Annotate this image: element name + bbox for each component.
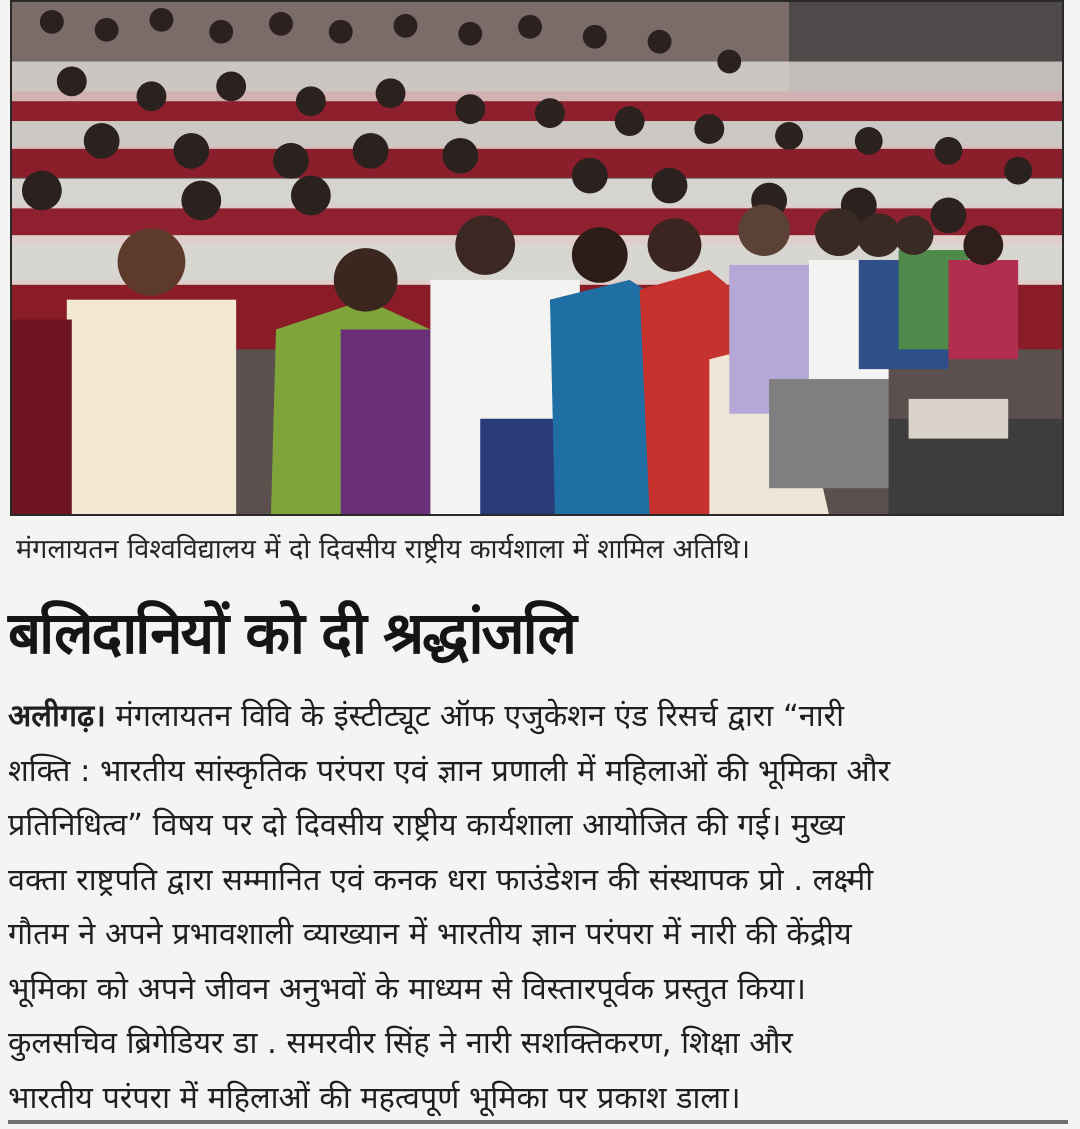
news-photo-auditorium-guests (10, 0, 1064, 516)
article-line: प्रतिनिधित्व” विषय पर दो दिवसीय राष्ट्रीय कार्यशाला आयोजित की गई। मुख्य (8, 808, 845, 843)
headline: बलिदानियों को दी श्रद्धांजलि (8, 599, 575, 667)
article-body (8, 690, 1070, 1126)
bottom-divider (8, 1120, 1068, 1124)
article-line: गौतम ने अपने प्रभावशाली व्याख्यान में भारतीय ज्ञान परंपरा में नारी की केंद्रीय (8, 917, 852, 952)
article-line: वक्ता राष्ट्रपति द्वारा सम्मानित एवं कनक धरा फाउंडेशन की संस्थापक प्रो . लक्ष्मी (8, 862, 874, 898)
article-line: कुलसचिव ब्रिगेडियर डा . समरवीर सिंह ने नारी सशक्तिकरण, शिक्षा और (8, 1026, 793, 1061)
photo-caption: मंगलायतन विश्वविद्यालय में दो दिवसीय राष्ट्रीय कार्यशाला में शामिल अतिथि। (16, 534, 751, 565)
article-line: शक्ति : भारतीय सांस्कृतिक परंपरा एवं ज्ञान प्रणाली में महिलाओं की भूमिका और (8, 753, 891, 789)
article-line: भारतीय परंपरा में महिलाओं की महत्वपूर्ण भूमिका पर प्रकाश डाला। (8, 1080, 741, 1116)
dateline: अलीगढ़। (8, 699, 106, 734)
article-line (8, 690, 1070, 745)
article-line: भूमिका को अपने जीवन अनुभवों के माध्यम से विस्तारपूर्वक प्रस्तुत किया। (8, 971, 806, 1007)
article-line-text: मंगलायतन विवि के इंस्टीट्यूट ऑफ एजुकेशन एंड रिसर्च द्वारा “नारी (105, 699, 844, 734)
